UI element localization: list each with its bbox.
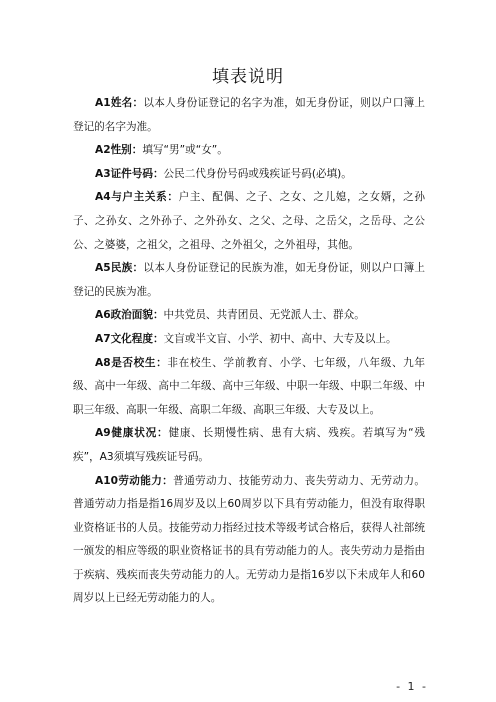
item-label: A10劳动能力： [95,474,174,487]
item-label: A7文化程度： [95,332,164,345]
item-a3 [73,163,425,187]
item-label: A1姓名： [95,97,144,109]
item-text: 文盲或半文盲、小学、初中、高中、大专及以上。 [163,332,397,345]
item-a8 [73,352,425,423]
item-label: A3证件号码： [95,167,164,180]
item-text: 户主、配偶、之子、之女、之儿媳，之女婿，之孙子、之孙女、之外孙子、之外孙女、之父、之母、之岳父，之岳母、之公公、之婆婆，之祖父，之祖母、之外祖父，之外祖母，其他。 [73,191,426,251]
item-label: A9健康状况： [95,427,169,440]
item-label: A5民族： [95,262,144,275]
item-a6 [73,304,425,328]
item-text: 以本人身份证登记的名字为准，如无身份证，则以户口簿上登记的名字为准。 [73,97,426,133]
item-text: 以本人身份证登记的民族为准，如无身份证，则以户口簿上登记的民族为准。 [73,262,426,298]
item-a9 [73,422,425,469]
item-a7 [73,328,425,352]
item-a10 [73,470,425,612]
item-text: 公民二代身份号码或残疾证号码(必填)。 [163,167,352,180]
item-text: 非在校生、学前教育、小学、七年级，八年级、九年级、高中一年级、高中二年级、高中三年级、中职一年级、中职二年级、中职三年级、高职一年级、高职二年级、高职三年级、大专及以上。 [73,356,425,416]
item-text: 普通劳动力、技能劳动力、丧失劳动力、无劳动力。普通劳动力指是指16周岁及以上60周岁以下具有劳动能力，但没有取得职业资格证书的人员。技能劳动力指经过技术等级考试合格后，获得人社部统一颁发的相应等级的职业资格证书的具有劳动能力的人。丧失劳动力是指由于疾病、残疾而丧失劳动能力的人。无劳动力是指16岁以下未成年人和60周岁以上已经无劳动能力的人。 [73,474,425,605]
item-label: A2性别： [95,144,143,157]
page-title: 填表说明 [212,67,284,87]
item-label: A6政治面貌： [95,309,164,322]
item-a2 [73,139,425,163]
instructions-body [73,92,425,611]
item-label: A8是否校生： [95,356,168,369]
item-a5 [73,257,425,304]
item-text: 中共党员、共青团员、无党派人士、群众。 [163,309,365,322]
item-text: 健康、长期慢性病、患有大病、残疾。若填写为“残疾”，A3须填写残疾证号码。 [73,427,425,463]
item-text: 填写“男”或“女”。 [142,144,228,157]
page-number: - 1 - [396,680,428,693]
item-a4 [73,186,425,257]
item-label: A4与户主关系： [95,191,179,204]
item-a1 [73,92,425,139]
